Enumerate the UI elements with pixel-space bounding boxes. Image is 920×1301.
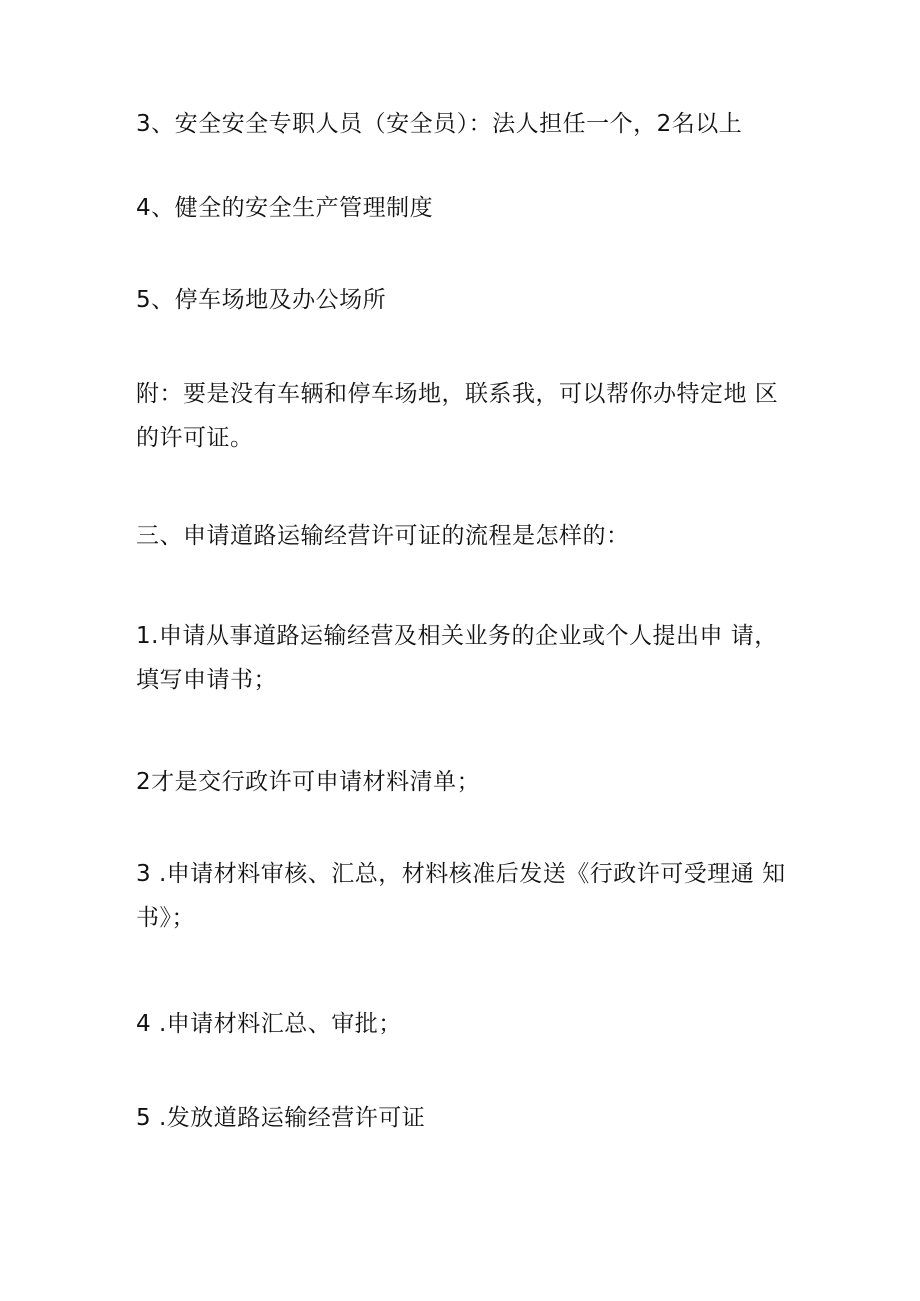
paragraph-line: 2才是交行政许可申请材料清单； (136, 769, 481, 795)
paragraph-line: 4、健全的安全生产管理制度 (136, 195, 434, 221)
paragraph-note (136, 372, 796, 460)
paragraph-line: 的许可证。 (136, 425, 254, 451)
paragraph-step-2 (136, 760, 796, 804)
paragraph-line: 5、停车场地及办公场所 (136, 287, 387, 313)
paragraph-line: 填写申请书； (136, 667, 277, 693)
paragraph-step-4 (136, 1002, 796, 1046)
paragraph-safety-officer (136, 102, 796, 146)
paragraph-step-3 (136, 852, 796, 940)
section-heading-process (136, 514, 796, 558)
paragraph-line: 3 .申请材料审核、汇总，材料核准后发送《行政许可受理通 知 (136, 861, 786, 887)
paragraph-line: 三、申请道路运输经营许可证的流程是怎样的： (136, 523, 630, 549)
paragraph-line: 附：要是没有车辆和停车场地，联系我，可以帮你办特定地 区 (136, 381, 779, 407)
paragraph-line: 4 .申请材料汇总、审批； (136, 1011, 402, 1037)
paragraph-line: 书》； (136, 905, 195, 931)
paragraph-line: 5 .发放道路运输经营许可证 (136, 1105, 426, 1131)
paragraph-parking-office (136, 278, 796, 322)
paragraph-line: 1.申请从事道路运输经营及相关业务的企业或个人提出申 请， (136, 623, 778, 649)
paragraph-step-1 (136, 614, 796, 702)
paragraph-step-5 (136, 1096, 796, 1140)
paragraph-management-system (136, 186, 796, 230)
paragraph-line: 3、安全安全专职人员（安全员）：法人担任一个，2名以上 (136, 111, 743, 137)
